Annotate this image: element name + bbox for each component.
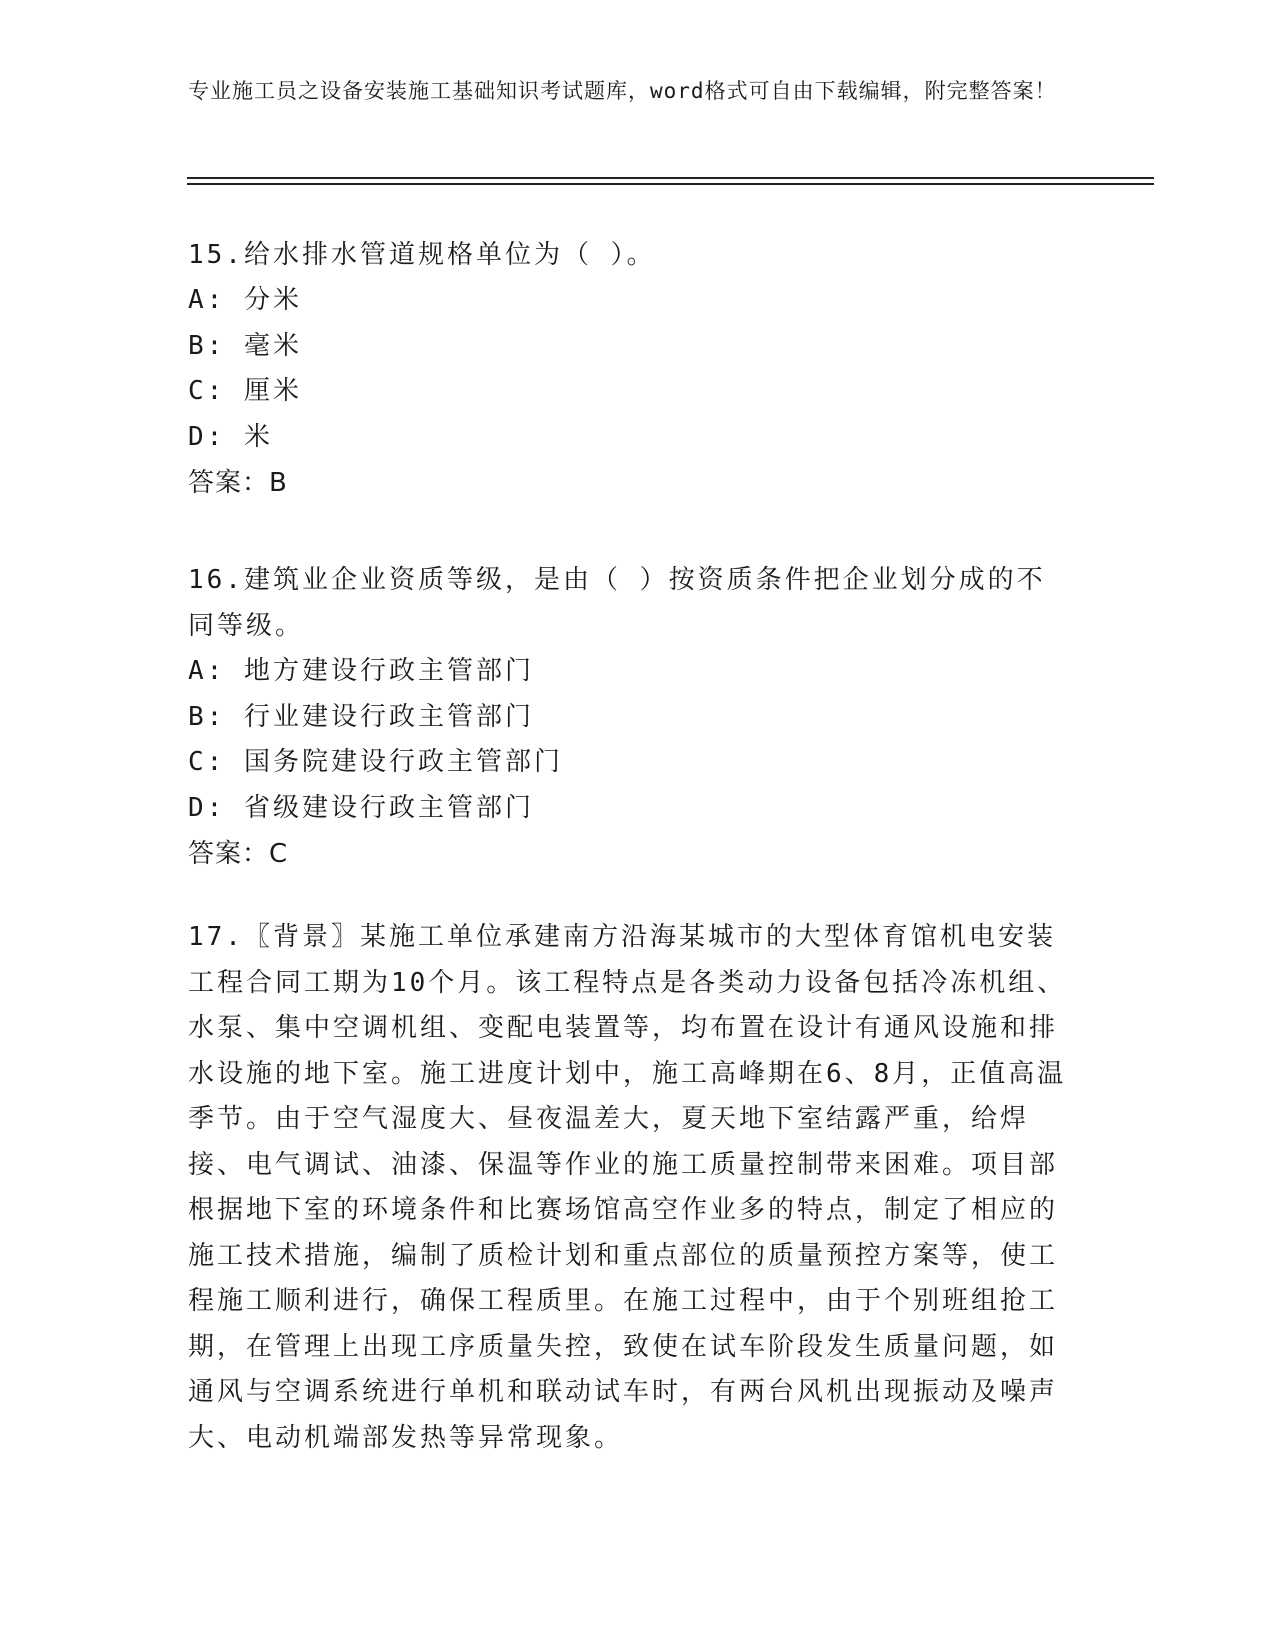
option-b: B: 行业建设行政主管部门 (188, 701, 534, 732)
option-a: A: 分米 (188, 285, 302, 315)
option-a: A: 地方建设行政主管部门 (188, 656, 534, 686)
question-15 (188, 232, 1068, 506)
header-divider-top (187, 177, 1154, 179)
answer-line: 答案：B (188, 468, 288, 498)
question-stem: 16.建筑业企业资质等级，是由（ ）按资质条件把企业划分成的不同等级。 (188, 565, 1046, 641)
answer-line: 答案：C (188, 839, 289, 869)
option-b: B: 毫米 (188, 330, 302, 361)
question-16 (188, 557, 1068, 877)
option-c: C: 厘米 (188, 376, 302, 406)
header-divider-bottom (187, 183, 1154, 185)
option-c: C: 国务院建设行政主管部门 (188, 747, 563, 777)
option-d: D: 省级建设行政主管部门 (188, 792, 534, 823)
option-d: D: 米 (188, 421, 273, 452)
question-stem: 17.〖背景〗某施工单位承建南方沿海某城市的大型体育馆机电安装工程合同工期为10个月。该工程特点是各类动力设备包括冷冻机组、水泵、集中空调机组、变配电装置等，均布置在设计有通风设施和排水设施的地下室。施工进度计划中，施工高峰期在6、8月，正值高温季节。由于空气湿度大、昼夜温差大，夏天地下室结露严重，给焊接、电气调试、油漆、保温等作业的施工质量控制带来困难。项目部根据地下室的环境条件和比赛场馆高空作业多的特点，制定了相应的施工技术措施，编制了质检计划和重点部位的质量预控方案等，使工程施工顺利进行，确保工程质里。在施工过程中，由于个别班组抢工期，在管理上出现工序质量失控，致使在试车阶段发生质量问题，如通风与空调系统进行单机和联动试车时，有两台风机出现振动及噪声大、电动机端部发热等异常现象。 (188, 922, 1067, 1453)
question-17 (188, 915, 1068, 1461)
document-header: 专业施工员之设备安装施工基础知识考试题库，word格式可自由下载编辑，附完整答案！ (188, 79, 1057, 103)
question-stem: 15.给水排水管道规格单位为（ ）。 (188, 240, 656, 270)
